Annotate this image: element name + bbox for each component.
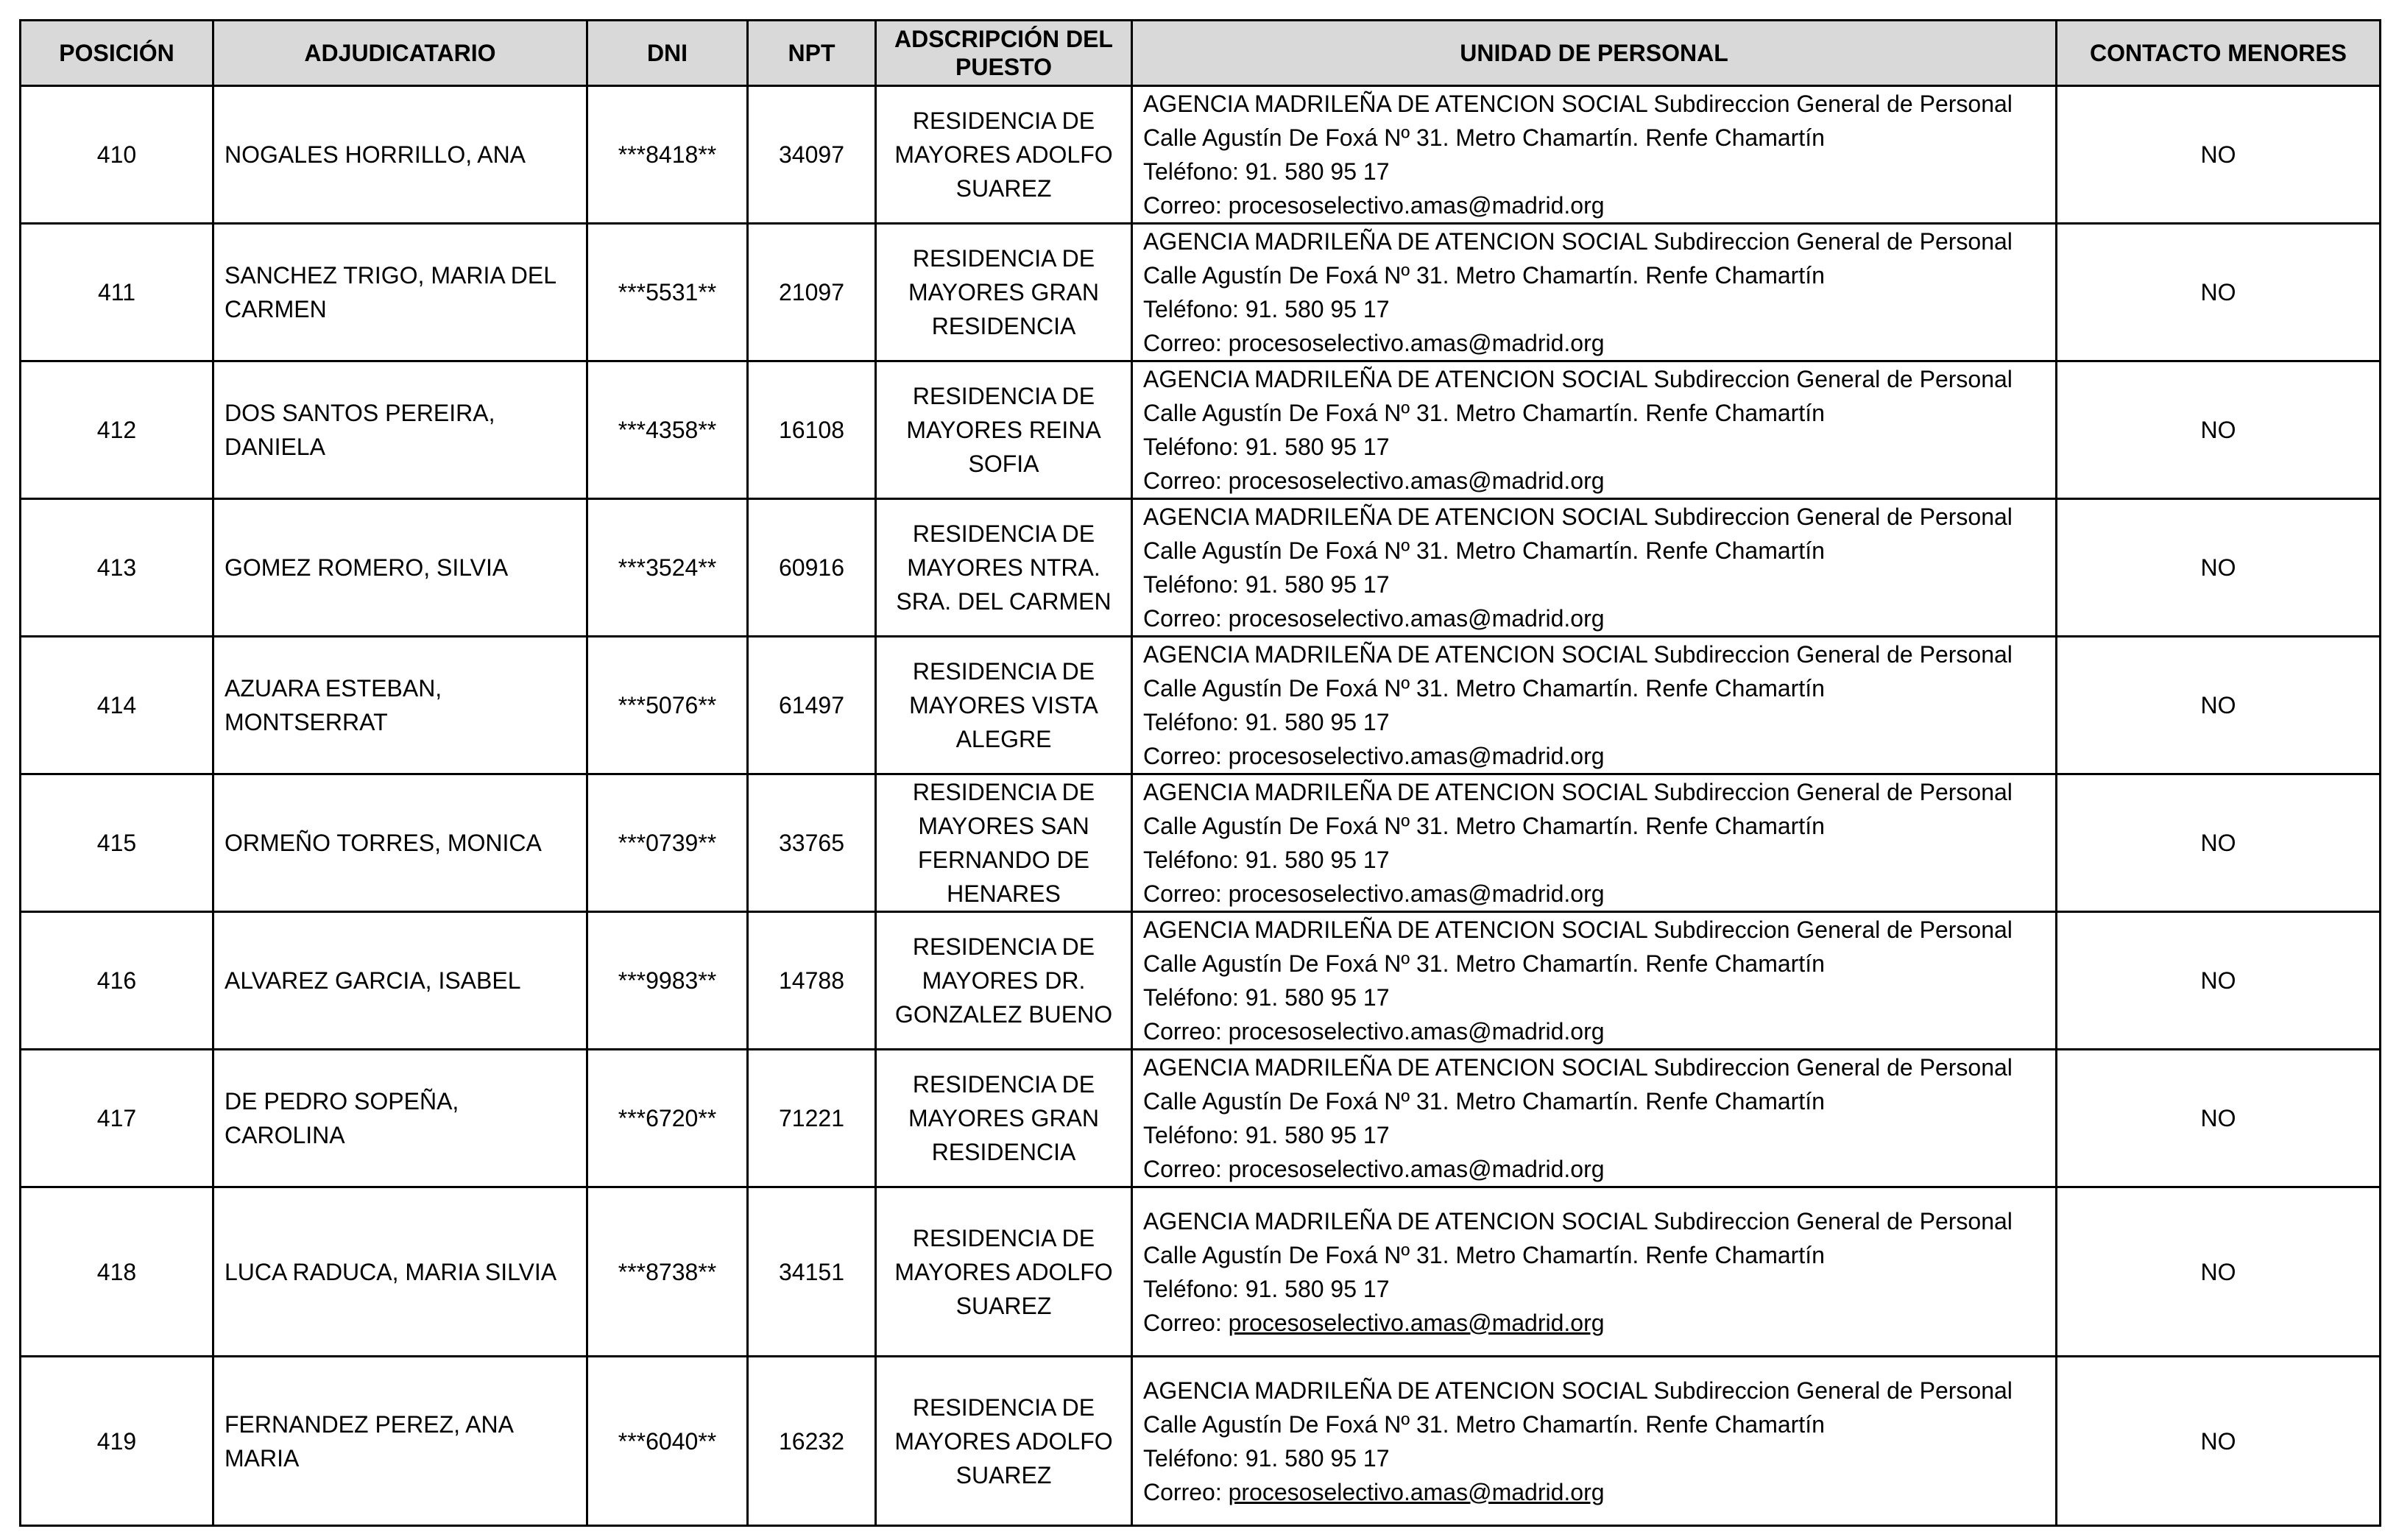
cell-unidad bbox=[1132, 637, 2057, 774]
cell-contacto: NO bbox=[2057, 912, 2381, 1050]
cell-npt: 16232 bbox=[748, 1357, 876, 1526]
cell-unidad bbox=[1132, 361, 2057, 499]
unidad-phone: Teléfono: 91. 580 95 17 bbox=[1143, 1275, 1390, 1302]
unidad-email-line bbox=[1143, 188, 2055, 222]
table-row bbox=[21, 774, 2381, 912]
email-link[interactable]: procesoselectivo.amas@madrid.org bbox=[1228, 1478, 1605, 1505]
unidad-agency: AGENCIA MADRILEÑA DE ATENCION SOCIAL Subdireccion General de Personal bbox=[1143, 641, 2013, 668]
email-link[interactable]: procesoselectivo.amas@madrid.org bbox=[1228, 605, 1605, 632]
cell-posicion: 412 bbox=[21, 361, 213, 499]
cell-adscripcion: RESIDENCIA DE MAYORES GRAN RESIDENCIA bbox=[876, 224, 1132, 361]
cell-npt: 21097 bbox=[748, 224, 876, 361]
cell-adjudicatario: ORMEÑO TORRES, MONICA bbox=[213, 774, 587, 912]
unidad-email-line bbox=[1143, 464, 2055, 498]
unidad-agency: AGENCIA MADRILEÑA DE ATENCION SOCIAL Subdireccion General de Personal bbox=[1143, 916, 2013, 943]
unidad-address: Calle Agustín De Foxá Nº 31. Metro Chamartín. Renfe Chamartín bbox=[1143, 124, 1825, 151]
email-link[interactable]: procesoselectivo.amas@madrid.org bbox=[1228, 192, 1605, 219]
cell-unidad bbox=[1132, 1187, 2057, 1357]
email-label: Correo: bbox=[1143, 467, 1222, 494]
unidad-phone: Teléfono: 91. 580 95 17 bbox=[1143, 984, 1390, 1011]
cell-contacto: NO bbox=[2057, 1357, 2381, 1526]
unidad-address: Calle Agustín De Foxá Nº 31. Metro Chamartín. Renfe Chamartín bbox=[1143, 950, 1825, 977]
email-link[interactable]: procesoselectivo.amas@madrid.org bbox=[1228, 1309, 1605, 1336]
header-adscripcion: ADSCRIPCIÓN DEL PUESTO bbox=[876, 21, 1132, 86]
cell-adjudicatario: FERNANDEZ PEREZ, ANA MARIA bbox=[213, 1357, 587, 1526]
unidad-address: Calle Agustín De Foxá Nº 31. Metro Chamartín. Renfe Chamartín bbox=[1143, 1088, 1825, 1115]
cell-posicion: 414 bbox=[21, 637, 213, 774]
cell-dni: ***4358** bbox=[587, 361, 748, 499]
header-npt: NPT bbox=[748, 21, 876, 86]
cell-unidad bbox=[1132, 499, 2057, 637]
unidad-address: Calle Agustín De Foxá Nº 31. Metro Chamartín. Renfe Chamartín bbox=[1143, 262, 1825, 289]
email-link[interactable]: procesoselectivo.amas@madrid.org bbox=[1228, 743, 1605, 769]
header-row bbox=[21, 21, 2381, 86]
cell-adjudicatario: DE PEDRO SOPEÑA, CAROLINA bbox=[213, 1050, 587, 1187]
unidad-phone: Teléfono: 91. 580 95 17 bbox=[1143, 296, 1390, 322]
cell-npt: 71221 bbox=[748, 1050, 876, 1187]
table-row bbox=[21, 1050, 2381, 1187]
cell-npt: 61497 bbox=[748, 637, 876, 774]
email-link[interactable]: procesoselectivo.amas@madrid.org bbox=[1228, 1018, 1605, 1045]
email-label: Correo: bbox=[1143, 1478, 1222, 1505]
unidad-agency: AGENCIA MADRILEÑA DE ATENCION SOCIAL Subdireccion General de Personal bbox=[1143, 228, 2013, 255]
unidad-email-line bbox=[1143, 739, 2055, 773]
unidad-agency: AGENCIA MADRILEÑA DE ATENCION SOCIAL Subdireccion General de Personal bbox=[1143, 1207, 2013, 1235]
adjudication-table bbox=[19, 19, 2381, 1527]
table-row bbox=[21, 912, 2381, 1050]
cell-dni: ***6720** bbox=[587, 1050, 748, 1187]
cell-posicion: 419 bbox=[21, 1357, 213, 1526]
cell-contacto: NO bbox=[2057, 637, 2381, 774]
unidad-agency: AGENCIA MADRILEÑA DE ATENCION SOCIAL Subdireccion General de Personal bbox=[1143, 1377, 2013, 1404]
cell-contacto: NO bbox=[2057, 1187, 2381, 1357]
cell-adjudicatario: GOMEZ ROMERO, SILVIA bbox=[213, 499, 587, 637]
cell-npt: 34151 bbox=[748, 1187, 876, 1357]
unidad-address: Calle Agustín De Foxá Nº 31. Metro Chamartín. Renfe Chamartín bbox=[1143, 1241, 1825, 1268]
cell-dni: ***9983** bbox=[587, 912, 748, 1050]
unidad-phone: Teléfono: 91. 580 95 17 bbox=[1143, 158, 1390, 185]
unidad-address: Calle Agustín De Foxá Nº 31. Metro Chamartín. Renfe Chamartín bbox=[1143, 1410, 1825, 1438]
table-row bbox=[21, 499, 2381, 637]
cell-posicion: 415 bbox=[21, 774, 213, 912]
email-label: Correo: bbox=[1143, 330, 1222, 356]
cell-npt: 33765 bbox=[748, 774, 876, 912]
unidad-email-line bbox=[1143, 1014, 2055, 1048]
table-row bbox=[21, 1357, 2381, 1526]
cell-unidad bbox=[1132, 1357, 2057, 1526]
email-link[interactable]: procesoselectivo.amas@madrid.org bbox=[1228, 1156, 1605, 1182]
cell-adjudicatario: ALVAREZ GARCIA, ISABEL bbox=[213, 912, 587, 1050]
cell-adjudicatario: DOS SANTOS PEREIRA, DANIELA bbox=[213, 361, 587, 499]
header-adjudicatario: ADJUDICATARIO bbox=[213, 21, 587, 86]
cell-adscripcion: RESIDENCIA DE MAYORES ADOLFO SUAREZ bbox=[876, 86, 1132, 224]
cell-adscripcion: RESIDENCIA DE MAYORES SAN FERNANDO DE HENARES bbox=[876, 774, 1132, 912]
email-label: Correo: bbox=[1143, 605, 1222, 632]
cell-contacto: NO bbox=[2057, 499, 2381, 637]
cell-adscripcion: RESIDENCIA DE MAYORES REINA SOFIA bbox=[876, 361, 1132, 499]
cell-adscripcion: RESIDENCIA DE MAYORES ADOLFO SUAREZ bbox=[876, 1357, 1132, 1526]
unidad-phone: Teléfono: 91. 580 95 17 bbox=[1143, 1444, 1390, 1472]
unidad-phone: Teléfono: 91. 580 95 17 bbox=[1143, 847, 1390, 873]
unidad-phone: Teléfono: 91. 580 95 17 bbox=[1143, 434, 1390, 460]
cell-dni: ***8738** bbox=[587, 1187, 748, 1357]
cell-dni: ***6040** bbox=[587, 1357, 748, 1526]
cell-dni: ***8418** bbox=[587, 86, 748, 224]
cell-posicion: 416 bbox=[21, 912, 213, 1050]
email-label: Correo: bbox=[1143, 880, 1222, 907]
cell-adscripcion: RESIDENCIA DE MAYORES GRAN RESIDENCIA bbox=[876, 1050, 1132, 1187]
email-link[interactable]: procesoselectivo.amas@madrid.org bbox=[1228, 880, 1605, 907]
cell-adscripcion: RESIDENCIA DE MAYORES DR. GONZALEZ BUENO bbox=[876, 912, 1132, 1050]
email-label: Correo: bbox=[1143, 192, 1222, 219]
table-row bbox=[21, 1187, 2381, 1357]
cell-unidad bbox=[1132, 912, 2057, 1050]
cell-adscripcion: RESIDENCIA DE MAYORES ADOLFO SUAREZ bbox=[876, 1187, 1132, 1357]
cell-adjudicatario: SANCHEZ TRIGO, MARIA DEL CARMEN bbox=[213, 224, 587, 361]
cell-posicion: 417 bbox=[21, 1050, 213, 1187]
unidad-email-line bbox=[1143, 601, 2055, 635]
cell-posicion: 410 bbox=[21, 86, 213, 224]
cell-npt: 34097 bbox=[748, 86, 876, 224]
unidad-email-line bbox=[1143, 326, 2055, 360]
unidad-address: Calle Agustín De Foxá Nº 31. Metro Chamartín. Renfe Chamartín bbox=[1143, 537, 1825, 564]
table-row bbox=[21, 637, 2381, 774]
table-row bbox=[21, 224, 2381, 361]
header-unidad: UNIDAD DE PERSONAL bbox=[1132, 21, 2057, 86]
email-label: Correo: bbox=[1143, 1309, 1222, 1336]
cell-npt: 14788 bbox=[748, 912, 876, 1050]
table-row bbox=[21, 86, 2381, 224]
cell-unidad bbox=[1132, 224, 2057, 361]
unidad-email-line bbox=[1143, 1475, 2055, 1509]
unidad-agency: AGENCIA MADRILEÑA DE ATENCION SOCIAL Subdireccion General de Personal bbox=[1143, 366, 2013, 392]
unidad-address: Calle Agustín De Foxá Nº 31. Metro Chamartín. Renfe Chamartín bbox=[1143, 400, 1825, 426]
cell-dni: ***3524** bbox=[587, 499, 748, 637]
unidad-phone: Teléfono: 91. 580 95 17 bbox=[1143, 709, 1390, 735]
unidad-agency: AGENCIA MADRILEÑA DE ATENCION SOCIAL Subdireccion General de Personal bbox=[1143, 1054, 2013, 1081]
email-label: Correo: bbox=[1143, 743, 1222, 769]
cell-dni: ***5531** bbox=[587, 224, 748, 361]
cell-adjudicatario: NOGALES HORRILLO, ANA bbox=[213, 86, 587, 224]
header-dni: DNI bbox=[587, 21, 748, 86]
table-row bbox=[21, 361, 2381, 499]
header-posicion: POSICIÓN bbox=[21, 21, 213, 86]
unidad-address: Calle Agustín De Foxá Nº 31. Metro Chamartín. Renfe Chamartín bbox=[1143, 675, 1825, 702]
cell-adjudicatario: AZUARA ESTEBAN, MONTSERRAT bbox=[213, 637, 587, 774]
cell-dni: ***5076** bbox=[587, 637, 748, 774]
cell-contacto: NO bbox=[2057, 774, 2381, 912]
unidad-agency: AGENCIA MADRILEÑA DE ATENCION SOCIAL Subdireccion General de Personal bbox=[1143, 504, 2013, 530]
unidad-phone: Teléfono: 91. 580 95 17 bbox=[1143, 571, 1390, 598]
cell-contacto: NO bbox=[2057, 86, 2381, 224]
unidad-email-line bbox=[1143, 1306, 2055, 1340]
unidad-email-line bbox=[1143, 877, 2055, 911]
cell-unidad bbox=[1132, 774, 2057, 912]
email-link[interactable]: procesoselectivo.amas@madrid.org bbox=[1228, 467, 1605, 494]
header-contacto: CONTACTO MENORES bbox=[2057, 21, 2381, 86]
cell-contacto: NO bbox=[2057, 1050, 2381, 1187]
unidad-phone: Teléfono: 91. 580 95 17 bbox=[1143, 1122, 1390, 1148]
cell-unidad bbox=[1132, 86, 2057, 224]
cell-npt: 60916 bbox=[748, 499, 876, 637]
unidad-agency: AGENCIA MADRILEÑA DE ATENCION SOCIAL Subdireccion General de Personal bbox=[1143, 91, 2013, 117]
unidad-agency: AGENCIA MADRILEÑA DE ATENCION SOCIAL Subdireccion General de Personal bbox=[1143, 779, 2013, 805]
unidad-address: Calle Agustín De Foxá Nº 31. Metro Chamartín. Renfe Chamartín bbox=[1143, 813, 1825, 839]
cell-contacto: NO bbox=[2057, 361, 2381, 499]
email-label: Correo: bbox=[1143, 1018, 1222, 1045]
cell-posicion: 418 bbox=[21, 1187, 213, 1357]
cell-adscripcion: RESIDENCIA DE MAYORES VISTA ALEGRE bbox=[876, 637, 1132, 774]
cell-posicion: 413 bbox=[21, 499, 213, 637]
cell-dni: ***0739** bbox=[587, 774, 748, 912]
cell-adjudicatario: LUCA RADUCA, MARIA SILVIA bbox=[213, 1187, 587, 1357]
unidad-email-line bbox=[1143, 1152, 2055, 1186]
cell-npt: 16108 bbox=[748, 361, 876, 499]
cell-contacto: NO bbox=[2057, 224, 2381, 361]
cell-posicion: 411 bbox=[21, 224, 213, 361]
cell-adscripcion: RESIDENCIA DE MAYORES NTRA. SRA. DEL CARMEN bbox=[876, 499, 1132, 637]
email-label: Correo: bbox=[1143, 1156, 1222, 1182]
cell-unidad bbox=[1132, 1050, 2057, 1187]
email-link[interactable]: procesoselectivo.amas@madrid.org bbox=[1228, 330, 1605, 356]
